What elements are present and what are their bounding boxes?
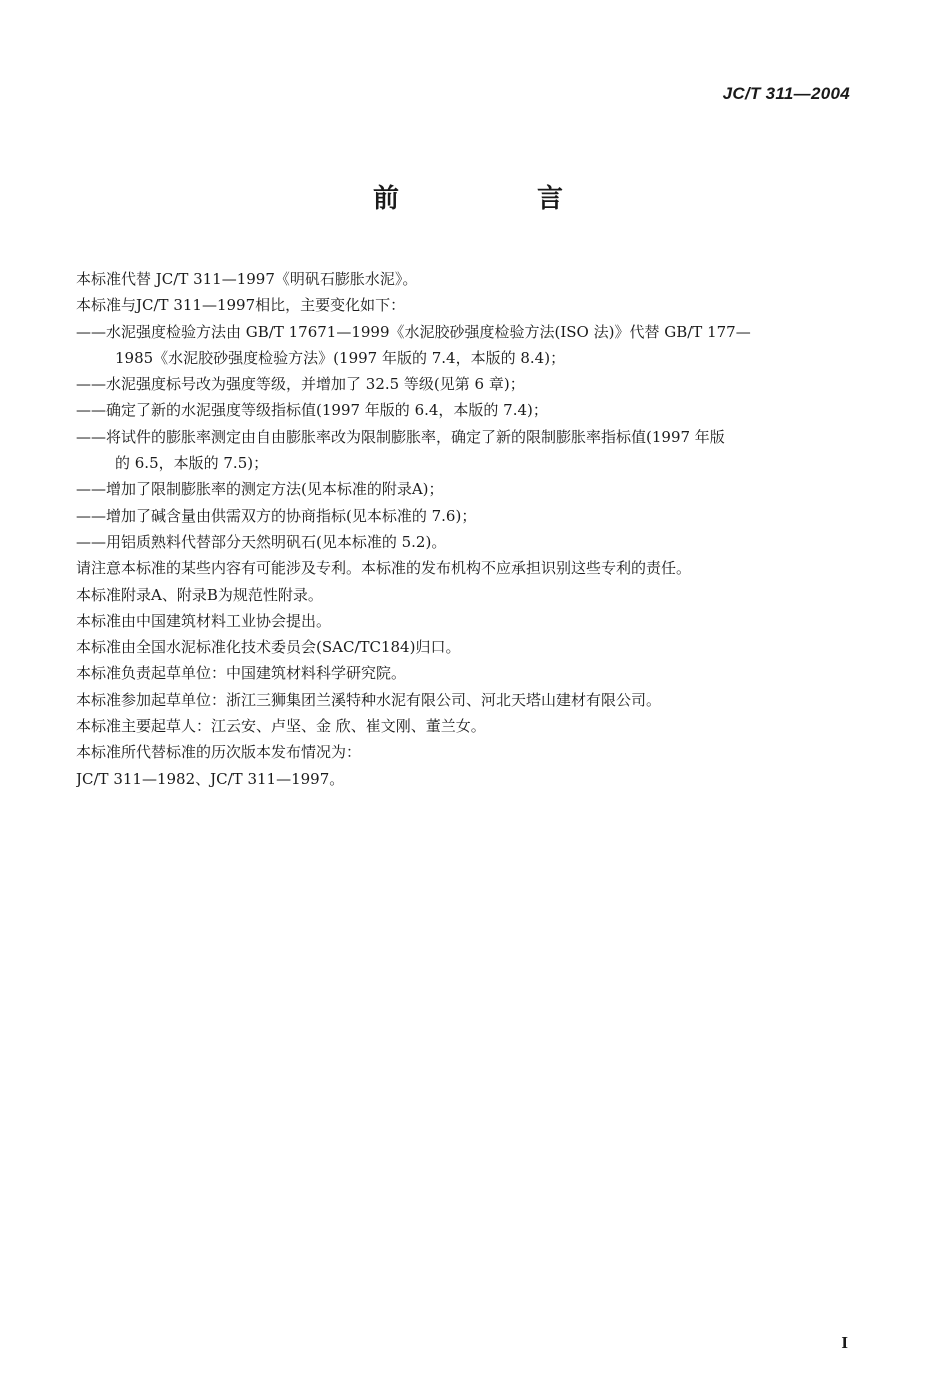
paragraph: 本标准代替 JC/T 311—1997《明矾石膨胀水泥》。 bbox=[76, 270, 418, 288]
paragraph: 本标准由中国建筑材料工业协会提出。 bbox=[76, 611, 332, 630]
paragraph: 本标准所代替标准的历次版本发布情况为： bbox=[76, 743, 362, 762]
foreword-body bbox=[76, 266, 866, 792]
paragraph: 请注意本标准的某些内容有可能涉及专利。本标准的发布机构不应承担识别这些专利的责任。 bbox=[76, 559, 692, 578]
paragraph: 本标准由全国水泥标准化技术委员会(SAC/TC184)归口。 bbox=[76, 638, 461, 657]
page-number: I bbox=[841, 1333, 848, 1352]
list-item: ——用铝质熟料代替部分天然明矾石(见本标准的 5.2)。 bbox=[76, 532, 447, 551]
list-item: ——水泥强度标号改为强度等级，并增加了 32.5 等级(见第 6 章)； bbox=[76, 375, 525, 394]
list-item-continuation: 的 6.5，本版的 7.5)； bbox=[115, 454, 269, 473]
list-item: ——确定了新的水泥强度等级指标值(1997 年版的 6.4，本版的 7.4)； bbox=[76, 401, 548, 420]
list-item: ——将试件的膨胀率测定由自由膨胀率改为限制膨胀率，确定了新的限制膨胀率指标值(1997 年版 bbox=[76, 427, 725, 446]
list-item: ——水泥强度检验方法由 GB/T 17671—1999《水泥胶砂强度检验方法(ISO 法)》代替 GB/T 177— bbox=[76, 322, 751, 341]
list-item: ——增加了限制膨胀率的测定方法(见本标准的附录A)； bbox=[76, 480, 444, 499]
paragraph: 本标准附录A、附录B为规范性附录。 bbox=[76, 585, 323, 604]
paragraph: JC/T 311—1982、JC/T 311—1997。 bbox=[76, 769, 345, 788]
list-item: ——增加了碱含量由供需双方的协商指标(见本标准的 7.6)； bbox=[76, 506, 477, 525]
standard-code: JC/T 311—2004 bbox=[722, 84, 850, 103]
paragraph: 本标准参加起草单位：浙江三狮集团兰溪特种水泥有限公司、河北天塔山建材有限公司。 bbox=[76, 690, 662, 709]
paragraph: 本标准与JC/T 311—1997相比，主要变化如下： bbox=[76, 296, 406, 315]
page-title: 前 言 bbox=[372, 184, 619, 214]
list-item-continuation: 1985《水泥胶砂强度检验方法》(1997 年版的 7.4，本版的 8.4)； bbox=[115, 348, 566, 367]
paragraph: 本标准主要起草人：江云安、卢坚、金 欣、崔文刚、董兰女。 bbox=[76, 717, 486, 736]
paragraph: 本标准负责起草单位：中国建筑材料科学研究院。 bbox=[76, 664, 407, 683]
